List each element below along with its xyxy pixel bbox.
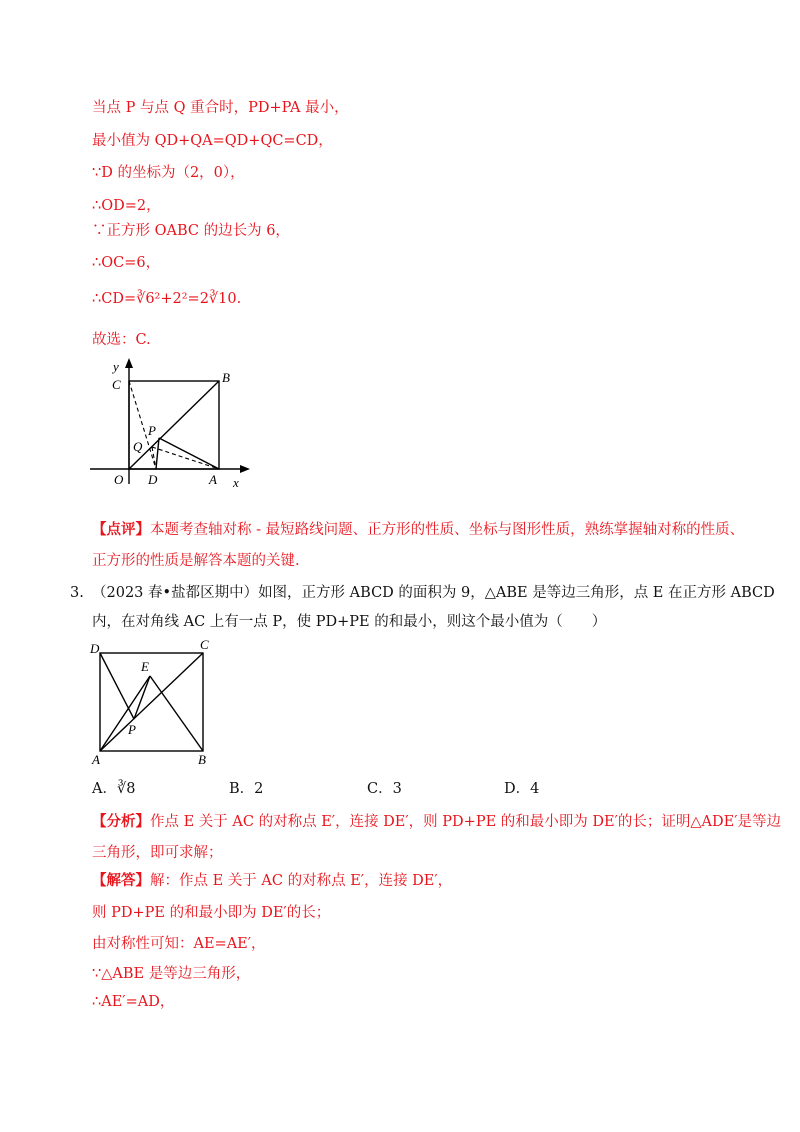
answer-line-5: ∴AE′=AD，: [92, 994, 175, 1010]
segment-dp: [100, 653, 134, 719]
label-d: D: [148, 472, 158, 487]
label-a: A: [209, 472, 217, 487]
analysis-line-2: 三角形，即可求解；: [92, 845, 223, 861]
analysis-tag: 【分析】: [92, 813, 150, 830]
segment-pa: [159, 438, 219, 469]
solution-line-4: ∴OD=2，: [92, 198, 161, 214]
comment-tag: 【点评】: [92, 521, 150, 538]
label-c2: C: [200, 637, 209, 652]
segment-ae: [100, 676, 150, 751]
label-q: Q: [133, 439, 143, 454]
option-c[interactable]: C．3: [367, 781, 402, 797]
label-c: C: [112, 377, 121, 392]
comment-line-2: 正方形的性质是解答本题的关键.: [92, 553, 300, 569]
solution-line-5: ∵正方形 OABC 的边长为 6，: [92, 223, 290, 239]
analysis-line-1: [92, 812, 781, 832]
option-d[interactable]: D．4: [504, 781, 540, 797]
question-3-line-1: [70, 583, 775, 603]
solution-line-3: ∵D 的坐标为（2，0），: [92, 165, 245, 181]
y-arrow-head: [125, 358, 133, 368]
label-e2: E: [141, 659, 149, 674]
answer-line-2: 则 PD+PE 的和最小即为 DE′的长；: [92, 905, 331, 921]
question-text-1: （2023 春•盐都区期中）如图，正方形 ABCD 的面积为 9，△ABE 是等边三角形，点 E 在正方形 ABCD: [92, 585, 775, 601]
coordinate-square-figure: [88, 352, 263, 497]
label-b2: B: [198, 752, 206, 767]
label-x: x: [233, 475, 239, 490]
square-abcd-figure: [88, 636, 218, 768]
label-a2: A: [92, 752, 100, 767]
option-b[interactable]: B．2: [229, 781, 264, 797]
label-o: O: [114, 472, 124, 487]
solution-line-1: 当点 P 与点 Q 重合时，PD+PA 最小，: [92, 100, 349, 116]
x-arrow-head: [240, 465, 250, 473]
question-3-line-2: 内，在对角线 AC 上有一点 P，使 PD+PE 的和最小，则这个最小值为（ ）: [92, 614, 607, 630]
answer-line-1: [92, 871, 452, 891]
comment-line-1: [92, 520, 744, 540]
label-y: y: [113, 359, 119, 374]
segment-be: [150, 676, 203, 751]
option-a[interactable]: A．∛8: [92, 781, 136, 797]
comment-text-1: 本题考查轴对称 - 最短路线问题、正方形的性质、坐标与图形性质，熟练掌握轴对称的性质、: [150, 522, 745, 538]
label-b: B: [222, 370, 230, 385]
solution-line-7: ∴CD=∛6²+2²=2∛10.: [92, 291, 242, 307]
diagonal-ac: [100, 653, 203, 751]
label-p2: P: [128, 722, 136, 737]
label-d2: D: [90, 641, 100, 656]
answer-tag: 【解答】: [92, 872, 150, 889]
solution-line-6: ∴OC=6，: [92, 255, 161, 271]
answer-line-4: ∵△ABE 是等边三角形，: [92, 966, 251, 982]
label-p: P: [148, 423, 156, 438]
dashed-qa: [152, 447, 219, 469]
diagonal-ob: [129, 381, 219, 469]
solution-line-2: 最小值为 QD+QA=QD+QC=CD，: [92, 133, 333, 149]
answer-text-1: 解：作点 E 关于 AC 的对称点 E′，连接 DE′，: [150, 873, 453, 889]
answer-line-3: 由对称性可知：AE=AE′，: [92, 936, 266, 952]
question-number: 3.: [70, 585, 84, 601]
solution-line-8: 故选：C.: [92, 332, 151, 348]
analysis-text-1: 作点 E 关于 AC 的对称点 E′，连接 DE′，则 PD+PE 的和最小即为 DE′的长；证明△ADE′是等边: [150, 814, 782, 830]
